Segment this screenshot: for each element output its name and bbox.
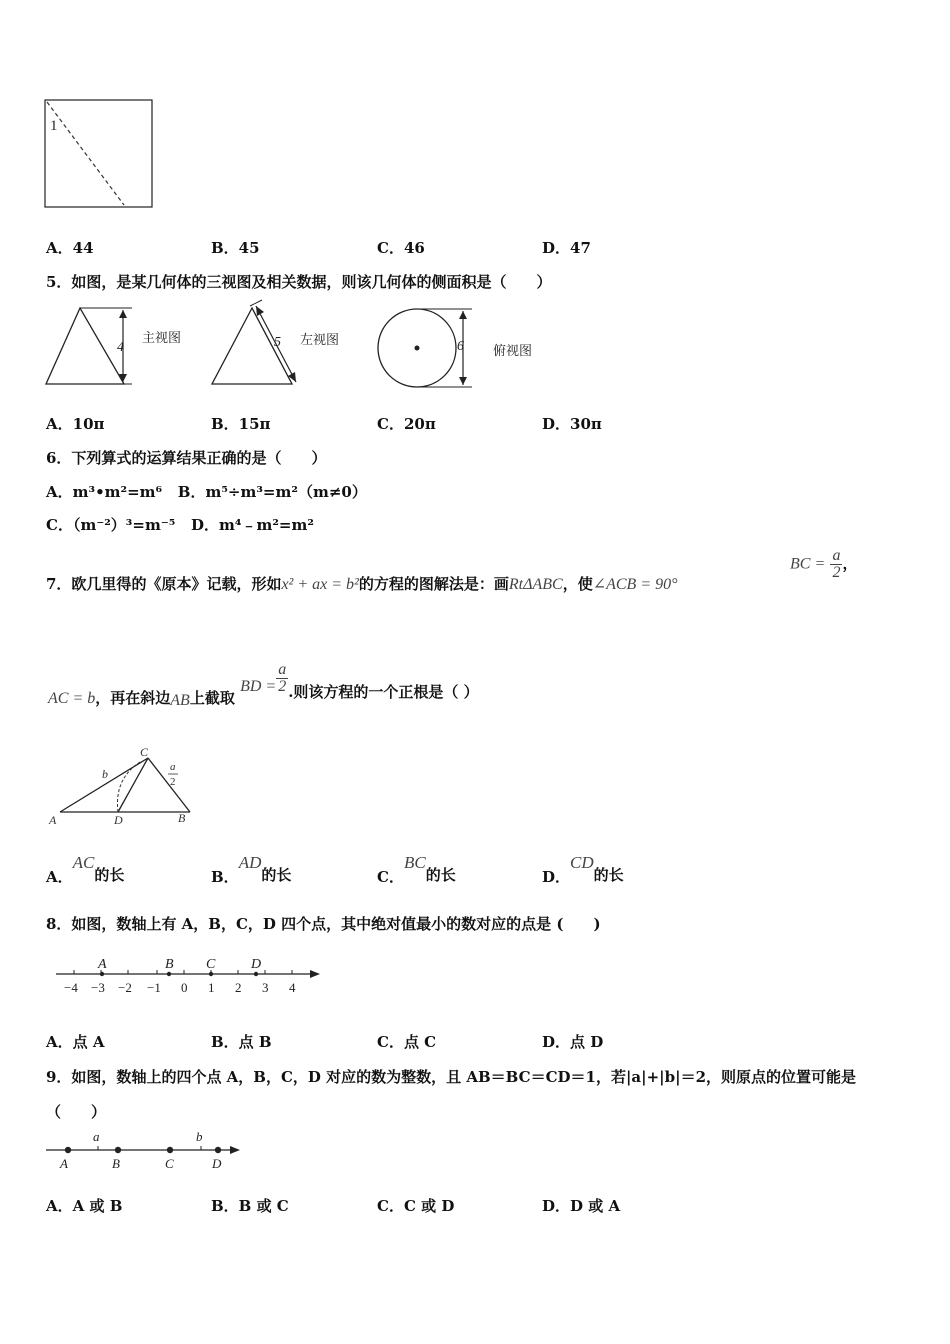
svg-text:D: D bbox=[212, 1156, 222, 1171]
q7-mid3: ，再在斜边 bbox=[95, 688, 171, 707]
svg-text:C: C bbox=[165, 1156, 174, 1171]
q7-triangle-figure bbox=[44, 744, 204, 830]
q4-option-d: D．47 bbox=[542, 239, 591, 257]
q6-option-d-prefix: D． bbox=[190, 516, 219, 534]
q7-ac: AC = b bbox=[48, 689, 96, 707]
q7-option-b: B．AD的长 bbox=[211, 853, 292, 886]
q7-tail: .则该方程的一个正根是（ ） bbox=[288, 682, 479, 701]
q9-option-b: B．B 或 C bbox=[211, 1197, 289, 1215]
dashed-diagonal bbox=[47, 102, 124, 205]
top-dim: 6 bbox=[457, 339, 464, 354]
front-view-label: 主视图 bbox=[142, 330, 182, 345]
q8-option-c: C．点 C bbox=[377, 1033, 437, 1051]
q4-option-c: C．46 bbox=[377, 239, 425, 257]
q6-option-a: m³•m²=m⁶ bbox=[72, 483, 163, 501]
q7-bc: BC = bbox=[790, 555, 826, 573]
svg-text:1: 1 bbox=[208, 980, 215, 995]
q5-option-a: A．10π bbox=[46, 415, 105, 433]
q5-option-d: D．30π bbox=[542, 415, 602, 433]
svg-text:b: b bbox=[196, 1129, 203, 1144]
q4-option-b: B．45 bbox=[211, 239, 260, 257]
q4-square-figure bbox=[44, 99, 154, 209]
svg-text:0: 0 bbox=[181, 980, 188, 995]
side-view-label: 左视图 bbox=[300, 332, 340, 347]
svg-text:−3: −3 bbox=[91, 980, 105, 995]
q9-number-line bbox=[44, 1126, 244, 1174]
q7-bd: BD = bbox=[240, 677, 277, 695]
q7-stem-line2 bbox=[48, 661, 479, 709]
q7-mid4: 上截取 bbox=[189, 688, 235, 707]
q9-stem: 9．如图，数轴上的四个点 A，B，C，D 对应的数为整数，且 AB＝BC＝CD＝1，若|a|+|b|＝2，则原点的位置可能是 bbox=[46, 1068, 857, 1086]
q9-option-a: A．A 或 B bbox=[46, 1197, 123, 1215]
svg-text:C: C bbox=[140, 745, 149, 759]
svg-text:3: 3 bbox=[262, 980, 269, 995]
q7-lead: 7．欧几里得的《原本》记载，形如 bbox=[46, 575, 282, 593]
q7-equation: x² + ax = b² bbox=[281, 576, 359, 593]
q8-stem: 8．如图，数轴上有 A，B，C，D 四个点，其中绝对值最小的数对应的点是 ( ) bbox=[46, 915, 601, 933]
q7-angle: ∠ACB = 90° bbox=[592, 576, 678, 593]
svg-text:2: 2 bbox=[170, 776, 176, 788]
q8-option-b: B．点 B bbox=[211, 1033, 272, 1051]
q7-bc-expr bbox=[790, 548, 858, 581]
side-dim: 5 bbox=[274, 335, 281, 350]
q4-option-a: A．44 bbox=[46, 239, 94, 257]
svg-text:2: 2 bbox=[235, 980, 242, 995]
q6-option-b: m⁵÷m³=m²（m≠0） bbox=[205, 483, 367, 501]
svg-text:a: a bbox=[93, 1129, 100, 1144]
q8-option-a: A．点 A bbox=[46, 1033, 105, 1051]
svg-text:a: a bbox=[170, 761, 176, 773]
q6-option-c-prefix: C． bbox=[46, 516, 73, 534]
q9-option-d: D．D 或 A bbox=[542, 1197, 621, 1215]
q7-bc-num: a bbox=[832, 547, 841, 564]
q6-option-b-prefix: B． bbox=[177, 483, 206, 501]
svg-text:B: B bbox=[178, 811, 186, 825]
svg-text:4: 4 bbox=[289, 980, 296, 995]
q8-number-line bbox=[50, 950, 340, 998]
q5-stem: 5．如图，是某几何体的三视图及相关数据，则该几何体的侧面积是（ ） bbox=[46, 273, 552, 291]
q6-option-a-prefix: A． bbox=[46, 483, 73, 501]
svg-text:D: D bbox=[114, 813, 123, 827]
svg-text:A: A bbox=[98, 957, 107, 972]
q7-stem-line1 bbox=[46, 573, 678, 594]
q6-option-d: m⁴﹣m²=m² bbox=[219, 516, 314, 534]
q8-option-d: D．点 D bbox=[542, 1033, 604, 1051]
front-view-triangle bbox=[46, 308, 124, 384]
q7-option-a: A．AC的长 bbox=[46, 853, 125, 886]
q5-option-c: C．20π bbox=[377, 415, 436, 433]
svg-text:A: A bbox=[60, 1156, 68, 1171]
svg-text:−4: −4 bbox=[64, 980, 78, 995]
q7-bc-den: 2 bbox=[832, 564, 841, 581]
q6-stem: 6．下列算式的运算结果正确的是（ ） bbox=[46, 449, 327, 467]
q9-option-c: C．C 或 D bbox=[377, 1197, 455, 1215]
q6-option-c: （m⁻²）³=m⁻⁵ bbox=[72, 516, 176, 534]
q7-option-c: C．BC的长 bbox=[377, 853, 456, 886]
q7-ab: AB bbox=[170, 691, 190, 709]
q5-option-b: B．15π bbox=[211, 415, 271, 433]
q9-paren: （ ） bbox=[46, 1103, 107, 1121]
q7-mid2: ，使 bbox=[562, 575, 593, 593]
q5-three-views bbox=[40, 298, 560, 398]
svg-text:B: B bbox=[112, 1156, 120, 1171]
svg-text:A: A bbox=[49, 813, 57, 827]
svg-text:D: D bbox=[251, 957, 262, 972]
q6-row2 bbox=[46, 514, 314, 535]
q7-bd-den: 2 bbox=[278, 678, 287, 695]
svg-text:C: C bbox=[206, 957, 216, 972]
q7-mid1: 的方程的图解法是：画 bbox=[358, 575, 509, 593]
square-outline bbox=[45, 100, 152, 207]
svg-text:−2: −2 bbox=[118, 980, 132, 995]
q7-comma: ， bbox=[842, 554, 858, 573]
q6-row1 bbox=[46, 481, 367, 502]
q7-triangle: RtΔABC bbox=[508, 576, 563, 593]
front-dim: 4 bbox=[117, 340, 124, 355]
q7-bd-num: a bbox=[278, 661, 287, 678]
svg-text:b: b bbox=[102, 767, 108, 781]
angle-label: 1 bbox=[50, 118, 58, 134]
q7-option-d: D．CD的长 bbox=[542, 853, 624, 886]
svg-text:B: B bbox=[165, 957, 174, 972]
top-view-label: 俯视图 bbox=[493, 343, 533, 358]
svg-text:−1: −1 bbox=[147, 980, 161, 995]
